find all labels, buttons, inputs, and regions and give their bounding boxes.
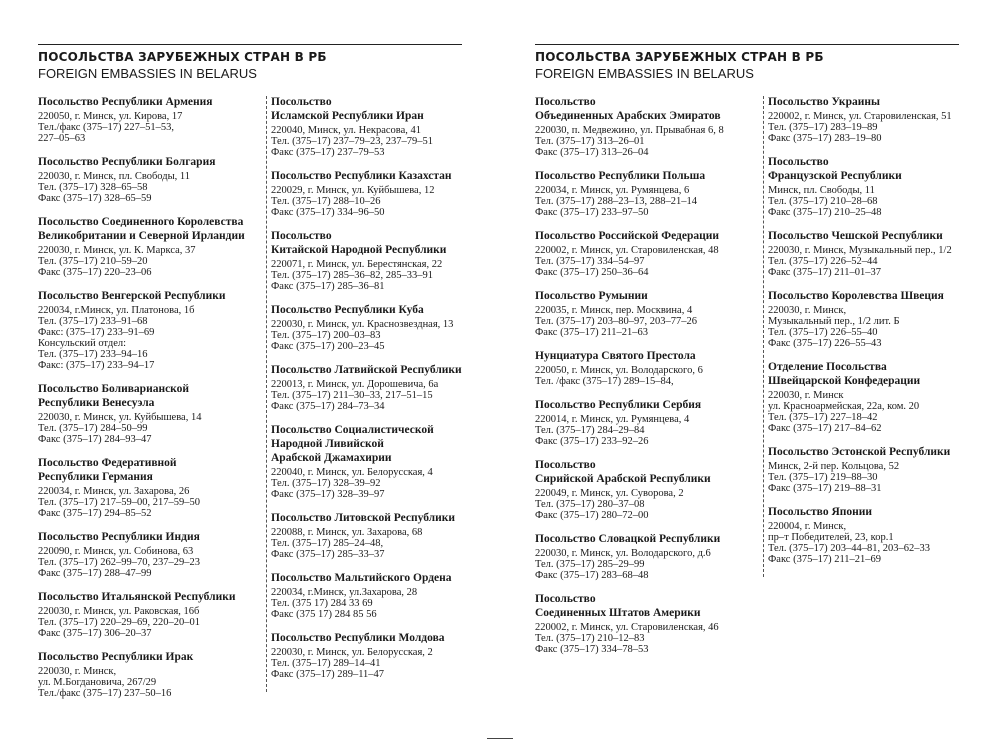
- embassy-detail-line: Факс (375–17) 237–79–53: [271, 147, 385, 158]
- embassy-entry: [271, 632, 467, 680]
- embassy-detail-line: 220030, г. Минск,: [768, 305, 847, 316]
- embassy-name: [768, 156, 964, 183]
- embassy-entry: [271, 572, 467, 620]
- embassy-detail-line: 220030, г. Минск: [768, 390, 844, 401]
- embassy-name-line: Великобритании и Северной Ирландии: [38, 230, 245, 242]
- page-title-en: FOREIGN EMBASSIES IN BELARUS: [535, 66, 754, 81]
- embassy-detail-line: 220030, г. Минск,: [38, 666, 117, 677]
- embassy-detail-line: Тел. (375–17) 262–99–70, 237–29–23: [38, 557, 201, 568]
- embassy-name: [535, 350, 753, 363]
- embassy-detail-line: 220030, г. Минск, ул. Куйбышева, 14: [38, 412, 202, 423]
- embassy-name: [271, 424, 467, 465]
- embassy-detail-line: Тел. (375–17) 211–30–33, 217–51–15: [271, 390, 433, 401]
- embassy-entry: [271, 230, 467, 292]
- embassy-detail-line: 220030, г. Минск, ул. Краснозвездная, 13: [271, 319, 454, 330]
- embassy-entry: [768, 446, 964, 494]
- embassy-detail-line: Тел. (375–17) 313–26–01: [535, 136, 645, 147]
- embassy-entry: [38, 216, 256, 278]
- embassy-name-line: Китайской Народной Республики: [271, 244, 447, 256]
- embassy-detail-line: Факс (375–17) 233–97–50: [535, 207, 649, 218]
- embassy-name-line: Посольство Боливарианской: [38, 383, 190, 395]
- embassy-detail-line: 220090, г. Минск, ул. Собинова, 63: [38, 546, 194, 557]
- embassy-detail-line: 220013, г. Минск, ул. Дорошевича, 6а: [271, 379, 439, 390]
- embassy-detail-line: Факс (375–17) 288–47–99: [38, 568, 152, 579]
- embassy-detail-line: Тел. (375–17) 219–88–30: [768, 472, 878, 483]
- embassy-name-line: Объединенных Арабских Эмиратов: [535, 110, 721, 122]
- embassy-name-line: Посольство Румынии: [535, 290, 648, 302]
- embassy-name: [38, 531, 256, 544]
- embassy-name: [535, 170, 753, 183]
- embassy-entry: [38, 531, 256, 579]
- right-page: [535, 0, 959, 750]
- embassy-name-line: Посольство: [535, 96, 596, 108]
- embassy-detail-line: 220004, г. Минск,: [768, 521, 847, 532]
- embassy-detail-line: Факс (375–17) 283–68–48: [535, 570, 649, 581]
- embassy-name: [535, 593, 753, 620]
- embassy-name: [271, 572, 467, 585]
- embassy-name-line: Посольство Российской Федерации: [535, 230, 719, 242]
- embassy-name-line: Посольство Украины: [768, 96, 880, 108]
- embassy-entry: [535, 170, 753, 218]
- embassy-name: [271, 96, 467, 123]
- embassy-detail-line: 220030, г. Минск, ул. Белорусская, 2: [271, 647, 433, 658]
- embassy-detail-line: Факс (375–17) 280–72–00: [535, 510, 649, 521]
- embassy-detail-line: Тел. (375–17) 285–36–82, 285–33–91: [271, 270, 434, 281]
- embassy-detail-line: Факс (375–17) 294–85–52: [38, 508, 152, 519]
- embassy-detail-line: 220030, г. Минск, ул. К. Маркса, 37: [38, 245, 196, 256]
- embassy-name: [38, 591, 256, 604]
- embassy-name: [38, 156, 256, 169]
- embassy-entry: [38, 290, 256, 371]
- embassy-detail-line: 220030, г. Минск, пл. Свободы, 11: [38, 171, 191, 182]
- embassy-name: [768, 506, 964, 519]
- embassy-name-line: Посольство: [271, 230, 332, 242]
- embassy-detail-line: Тел. (375–17) 285–29–99: [535, 559, 645, 570]
- embassy-entry: [535, 399, 753, 447]
- embassy-detail-line: Тел./факс (375–17) 227–51–53,: [38, 122, 175, 133]
- embassy-detail-line: Факс (375–17) 211–21–63: [535, 327, 649, 338]
- embassy-detail-line: Факс (375–17) 334–78–53: [535, 644, 649, 655]
- embassy-name-line: Посольство Республики Армения: [38, 96, 213, 108]
- embassy-detail-line: Факс: (375–17) 233–94–17: [38, 360, 155, 371]
- embassy-name-line: Посольство: [535, 459, 596, 471]
- embassy-name: [535, 533, 753, 546]
- embassy-detail-line: Тел. /факс (375–17) 289–15–84,: [535, 376, 674, 387]
- embassy-detail-line: пр–т Победителей, 23, кор.1: [768, 532, 894, 543]
- embassy-detail-line: Факс (375–17) 250–36–64: [535, 267, 649, 278]
- embassy-detail-line: Тел. (375–17) 227–18–42: [768, 412, 878, 423]
- embassy-detail-line: Тел. (375–17) 280–37–08: [535, 499, 645, 510]
- embassy-detail-line: Тел. (375–17) 210–12–83: [535, 633, 645, 644]
- embassy-detail-line: 220034, г. Минск, ул. Румянцева, 6: [535, 185, 690, 196]
- embassy-entry: [38, 156, 256, 204]
- embassy-detail-line: 220035, г. Минск, пер. Москвина, 4: [535, 305, 693, 316]
- embassy-detail-line: Тел. (375–17) 284–29–84: [535, 425, 645, 436]
- embassy-name-line: Посольство Литовской Республики: [271, 512, 456, 524]
- embassy-detail-line: Факс (375–17) 334–96–50: [271, 207, 385, 218]
- embassy-name-line: Посольство Республики Ирак: [38, 651, 194, 663]
- embassy-name-line: Посольство: [271, 96, 332, 108]
- embassy-detail-line: Факс (375–17) 200–23–45: [271, 341, 385, 352]
- embassy-detail-line: Факс (375–17) 328–39–97: [271, 489, 385, 500]
- embassy-name: [535, 399, 753, 412]
- embassy-name: [768, 290, 964, 303]
- embassy-detail-line: Факс (375–17) 233–92–26: [535, 436, 649, 447]
- embassy-name-line: Посольство Итальянской Республики: [38, 591, 236, 603]
- embassy-name-line: Народной Ливийской: [271, 438, 384, 450]
- embassy-detail-line: 227–05–63: [38, 133, 86, 144]
- embassy-name-line: Арабской Джамахирии: [271, 452, 392, 464]
- embassy-entry: [271, 364, 467, 412]
- embassy-name: [535, 290, 753, 303]
- embassy-detail-line: 220002, г. Минск, ул. Старовиленская, 51: [768, 111, 952, 122]
- embassy-name-line: Посольство Республики Индия: [38, 531, 200, 543]
- embassy-name-line: Французской Республики: [768, 170, 902, 182]
- embassy-detail-line: 220050, г. Минск, ул. Кирова, 17: [38, 111, 183, 122]
- embassy-detail-line: 220034, г. Минск, ул. Захарова, 26: [38, 486, 190, 497]
- embassy-detail-line: Факс (375–17) 313–26–04: [535, 147, 649, 158]
- embassy-name: [768, 446, 964, 459]
- embassy-name: [535, 230, 753, 243]
- embassy-detail-line: Тел. (375–17) 217–59–00, 217–59–50: [38, 497, 201, 508]
- embassy-name-line: Посольство Японии: [768, 506, 872, 518]
- embassy-name: [38, 290, 256, 303]
- embassy-detail-line: 220002, г. Минск, ул. Старовиленская, 48: [535, 245, 719, 256]
- embassy-detail-line: 220034, г.Минск, ул. Платонова, 1б: [38, 305, 195, 316]
- embassy-entry: [768, 361, 964, 434]
- embassy-detail-line: Факс (375–17) 219–88–31: [768, 483, 882, 494]
- embassy-detail-line: Консульский отдел:: [38, 338, 127, 349]
- embassy-detail-line: Минск, пл. Свободы, 11: [768, 185, 875, 196]
- page-footer-rule: [487, 738, 513, 739]
- embassy-detail-line: Тел./факс (375–17) 237–50–16: [38, 688, 172, 699]
- embassy-detail-line: 220040, г. Минск, ул. Белорусская, 4: [271, 467, 433, 478]
- embassy-name-line: Нунциатура Святого Престола: [535, 350, 696, 362]
- embassy-entry: [768, 96, 964, 144]
- embassy-name-line: Республики Венесуэла: [38, 397, 155, 409]
- embassy-detail-line: Факс (375–17) 220–23–06: [38, 267, 152, 278]
- embassy-detail-line: Тел. (375–17) 210–59–20: [38, 256, 148, 267]
- embassy-name-line: Посольство Республики Сербия: [535, 399, 702, 411]
- embassy-name-line: Республики Германия: [38, 471, 153, 483]
- embassy-detail-line: 220034, г.Минск, ул.Захарова, 28: [271, 587, 418, 598]
- embassy-detail-line: Факс (375–17) 285–33–37: [271, 549, 385, 560]
- embassy-detail-line: Тел. (375–17) 284–50–99: [38, 423, 148, 434]
- embassy-detail-line: Тел. (375–17) 226–52–44: [768, 256, 878, 267]
- embassy-detail-line: Тел. (375–17) 288–10–26: [271, 196, 381, 207]
- embassy-name-line: Посольство: [535, 593, 596, 605]
- embassy-name-line: Посольство: [768, 156, 829, 168]
- embassy-entry: [271, 304, 467, 352]
- column-2: [763, 96, 964, 577]
- embassy-name-line: Посольство Республики Куба: [271, 304, 424, 316]
- embassy-detail-line: Факс (375–17) 284–93–47: [38, 434, 152, 445]
- embassy-entry: [535, 459, 753, 521]
- embassy-entry: [271, 170, 467, 218]
- embassy-name: [38, 96, 256, 109]
- embassy-entry: [535, 533, 753, 581]
- embassy-detail-line: Тел. (375–17) 285–24–48,: [271, 538, 384, 549]
- embassy-name-line: Посольство Мальтийского Ордена: [271, 572, 452, 584]
- embassy-entry: [38, 651, 256, 699]
- embassy-detail-line: Факс (375–17) 284–73–34: [271, 401, 385, 412]
- embassy-detail-line: 220030, г. Минск, ул. Володарского, д.6: [535, 548, 711, 559]
- embassy-name: [271, 170, 467, 183]
- embassy-name: [38, 457, 256, 484]
- embassy-name: [271, 364, 467, 377]
- embassy-name-line: Сирийской Арабской Республики: [535, 473, 711, 485]
- embassy-detail-line: Тел. (375 17) 284 33 69: [271, 598, 373, 609]
- column-2: [266, 96, 467, 692]
- embassy-name-line: Посольство Венгерской Республики: [38, 290, 226, 302]
- embassy-name-line: Посольство Федеративной: [38, 457, 177, 469]
- embassy-detail-line: Тел. (375–17) 288–23–13, 288–21–14: [535, 196, 698, 207]
- embassy-name: [271, 512, 467, 525]
- embassy-detail-line: 220030, г. Минск, ул. Раковская, 16б: [38, 606, 200, 617]
- embassy-detail-line: Тел. (375–17) 233–91–68: [38, 316, 148, 327]
- left-page: [38, 0, 462, 750]
- embassy-name-line: Посольство Чешской Республики: [768, 230, 943, 242]
- embassy-name-line: Посольство Соединенного Королевства: [38, 216, 244, 228]
- embassy-entry: [271, 512, 467, 560]
- embassy-detail-line: Минск, 2-й пер. Кольцова, 52: [768, 461, 900, 472]
- page-title-en: FOREIGN EMBASSIES IN BELARUS: [38, 66, 257, 81]
- embassy-name: [271, 632, 467, 645]
- header-rule: [535, 44, 959, 45]
- embassy-name-line: Отделение Посольства: [768, 361, 887, 373]
- embassy-detail-line: Факс (375–17) 306–20–37: [38, 628, 152, 639]
- embassy-entry: [535, 350, 753, 387]
- embassy-detail-line: ул. М.Богдановича, 267/29: [38, 677, 157, 688]
- embassy-detail-line: 220088, г. Минск, ул. Захарова, 68: [271, 527, 423, 538]
- embassy-detail-line: Тел. (375–17) 210–28–68: [768, 196, 878, 207]
- embassy-detail-line: Тел. (375–17) 200–03–83: [271, 330, 381, 341]
- embassy-entry: [271, 424, 467, 500]
- embassy-detail-line: Факс (375–17) 217–84–62: [768, 423, 882, 434]
- embassy-name: [38, 651, 256, 664]
- embassy-entry: [535, 96, 753, 158]
- embassy-detail-line: Тел. (375–17) 233–94–16: [38, 349, 148, 360]
- embassy-detail-line: Факс (375–17) 283–19–80: [768, 133, 882, 144]
- embassy-detail-line: Факс (375–17) 226–55–43: [768, 338, 882, 349]
- embassy-detail-line: 220030, п. Медвежино, ул. Прывабная 6, 8: [535, 125, 724, 136]
- embassy-detail-line: Факс (375–17) 328–65–59: [38, 193, 152, 204]
- embassy-detail-line: Тел. (375–17) 203–44–81, 203–62–33: [768, 543, 931, 554]
- embassy-detail-line: Тел. (375–17) 328–39–92: [271, 478, 381, 489]
- embassy-detail-line: Тел. (375–17) 226–55–40: [768, 327, 878, 338]
- embassy-name-line: Посольство Республики Молдова: [271, 632, 445, 644]
- embassy-detail-line: Факс (375 17) 284 85 56: [271, 609, 377, 620]
- column-1: [38, 96, 256, 711]
- embassy-detail-line: 220030, г. Минск, Музыкальный пер., 1/2: [768, 245, 952, 256]
- embassy-name-line: Посольство Эстонской Республики: [768, 446, 951, 458]
- embassy-entry: [38, 457, 256, 519]
- embassy-entry: [271, 96, 467, 158]
- embassy-name: [271, 304, 467, 317]
- embassy-detail-line: Тел. (375–17) 289–14–41: [271, 658, 381, 669]
- embassy-detail-line: ул. Красноармейская, 22а, ком. 20: [768, 401, 920, 412]
- embassy-name-line: Соединенных Штатов Америки: [535, 607, 701, 619]
- embassy-detail-line: 220014, г. Минск, ул. Румянцева, 4: [535, 414, 690, 425]
- embassy-entry: [535, 290, 753, 338]
- embassy-detail-line: 220040, Минск, ул. Некрасова, 41: [271, 125, 422, 136]
- embassy-detail-line: 220029, г. Минск, ул. Куйбышева, 12: [271, 185, 435, 196]
- embassy-detail-line: Тел. (375–17) 220–29–69, 220–20–01: [38, 617, 201, 628]
- embassy-name-line: Исламской Республики Иран: [271, 110, 424, 122]
- embassy-entry: [768, 506, 964, 565]
- embassy-entry: [768, 230, 964, 278]
- embassy-name-line: Швейцарской Конфедерации: [768, 375, 921, 387]
- embassy-detail-line: Факс (375–17) 289–11–47: [271, 669, 385, 680]
- embassy-detail-line: Музыкальный пер., 1/2 лит. Б: [768, 316, 900, 327]
- embassy-entry: [38, 96, 256, 144]
- header-rule: [38, 44, 462, 45]
- column-1: [535, 96, 753, 667]
- embassy-name: [535, 96, 753, 123]
- embassy-detail-line: Факс (375–17) 211–01–37: [768, 267, 882, 278]
- embassy-entry: [535, 593, 753, 655]
- embassy-name-line: Посольство Королевства Швеция: [768, 290, 944, 302]
- embassy-detail-line: 220049, г. Минск, ул. Суворова, 2: [535, 488, 684, 499]
- embassy-entry: [38, 591, 256, 639]
- embassy-detail-line: 220002, г. Минск, ул. Старовиленская, 46: [535, 622, 719, 633]
- embassy-detail-line: 220050, г. Минск, ул. Володарского, 6: [535, 365, 703, 376]
- embassy-name-line: Посольство Социалистической: [271, 424, 434, 436]
- embassy-name-line: Посольство Словацкой Республики: [535, 533, 721, 545]
- embassy-name: [535, 459, 753, 486]
- embassy-entry: [535, 230, 753, 278]
- embassy-detail-line: Тел. (375–17) 283–19–89: [768, 122, 878, 133]
- embassy-name: [768, 96, 964, 109]
- embassy-entry: [38, 383, 256, 445]
- embassy-detail-line: Тел. (375–17) 203–80–97, 203–77–26: [535, 316, 698, 327]
- embassy-detail-line: Факс (375–17) 211–21–69: [768, 554, 882, 565]
- embassy-detail-line: Тел. (375–17) 328–65–58: [38, 182, 148, 193]
- embassy-name-line: Посольство Республики Болгария: [38, 156, 216, 168]
- embassy-name-line: Посольство Латвийской Республики: [271, 364, 462, 376]
- embassy-name-line: Посольство Республики Казахстан: [271, 170, 452, 182]
- embassy-name: [768, 361, 964, 388]
- embassy-detail-line: Факс (375–17) 285–36–81: [271, 281, 385, 292]
- embassy-detail-line: Тел. (375–17) 237–79–23, 237–79–51: [271, 136, 434, 147]
- embassy-entry: [768, 156, 964, 218]
- embassy-name: [38, 216, 256, 243]
- embassy-detail-line: 220071, г. Минск, ул. Берестянская, 22: [271, 259, 443, 270]
- embassy-name: [38, 383, 256, 410]
- embassy-detail-line: Тел. (375–17) 334–54–97: [535, 256, 645, 267]
- embassy-name: [271, 230, 467, 257]
- page-title-ru: ПОСОЛЬСТВА ЗАРУБЕЖНЫХ СТРАН В РБ: [535, 50, 824, 64]
- page-title-ru: ПОСОЛЬСТВА ЗАРУБЕЖНЫХ СТРАН В РБ: [38, 50, 327, 64]
- embassy-name: [768, 230, 964, 243]
- embassy-detail-line: Факс: (375–17) 233–91–69: [38, 327, 155, 338]
- embassy-entry: [768, 290, 964, 349]
- embassy-detail-line: Факс (375–17) 210–25–48: [768, 207, 882, 218]
- embassy-name-line: Посольство Республики Польша: [535, 170, 706, 182]
